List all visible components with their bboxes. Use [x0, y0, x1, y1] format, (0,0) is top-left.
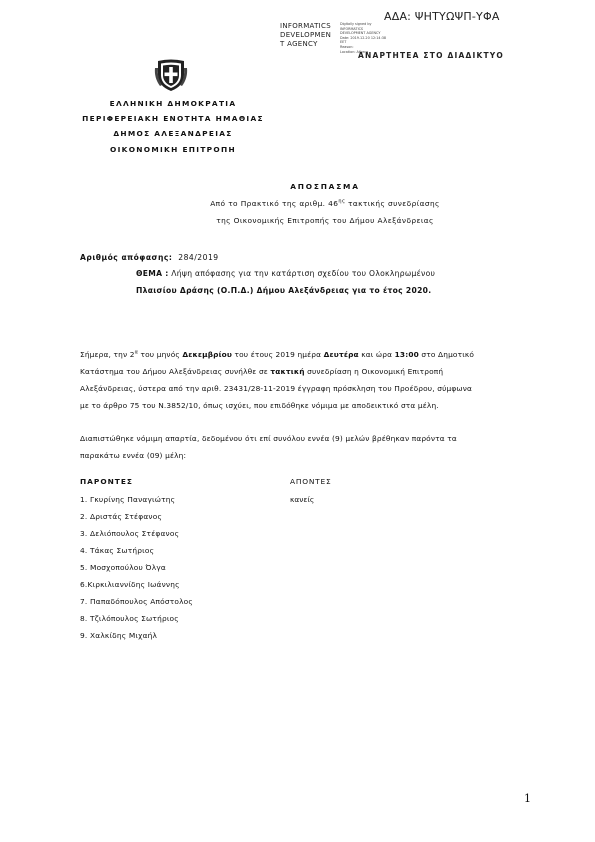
- signature-detail-line: Reason:: [340, 44, 354, 49]
- meeting-time: 13:00: [394, 350, 419, 359]
- ada-code: ΑΔΑ: ΨΗΤΥΩΨΠ-ΥΦΑ: [384, 10, 500, 23]
- decision-number-label: Αριθμός απόφασης:: [80, 253, 173, 262]
- body-line: [80, 350, 474, 359]
- body-text: και ώρα: [358, 350, 395, 359]
- list-item: 7. Παπαδόπουλος Απόστολος: [80, 597, 193, 606]
- signature-detail-line: Date: 2019.12.20 12:14:38: [340, 35, 387, 40]
- decision-theme: [136, 269, 435, 278]
- authority-line: ΕΛΛΗΝΙΚΗ ΔΗΜΟΚΡΑΤΙΑ: [109, 99, 237, 108]
- list-item: 1. Γκυρίνης Παναγιώτης: [80, 495, 176, 504]
- signature-detail-line: DEVELOPMENT AGENCY: [340, 31, 381, 36]
- extract-subtitle: της Οικονομικής Επιτροπής του Δήμου Αλεξάνδρειας: [216, 216, 434, 225]
- meeting-month: Δεκεμβρίου: [182, 350, 233, 359]
- absent-value: κανείς: [290, 495, 315, 504]
- present-members-list: [80, 495, 193, 648]
- list-item: 6.Κιρκιλιαννίδης Ιωάννης: [80, 580, 180, 589]
- body-line: με το άρθρο 75 του Ν.3852/10, όπως ισχύει, που επιδόθηκε νόμιμα με αποδεικτικό στα μέλη.: [80, 401, 439, 410]
- signature-detail-line: INFORMATICS: [340, 26, 364, 31]
- list-item: 9. Χαλκίδης Μιχαήλ: [80, 631, 158, 640]
- present-header: ΠΑΡΟΝΤΕΣ: [80, 477, 133, 486]
- list-item: 8. Τζιλόπουλος Σωτήριος: [80, 614, 179, 623]
- page-number: 1: [524, 792, 531, 805]
- body-text: του έτους 2019 ημέρα: [232, 350, 324, 359]
- authority-line: ΠΕΡΙΦΕΡΕΙΑΚΗ ΕΝΟΤΗΤΑ ΗΜΑΘΙΑΣ: [82, 114, 264, 123]
- body-text: του μηνός: [138, 350, 183, 359]
- signature-org-line: T AGENCY: [280, 40, 318, 48]
- signature-detail-line: Location: Athens: [340, 49, 369, 54]
- digital-signature-details: [340, 22, 386, 54]
- decision-number-value: 284/2019: [178, 253, 219, 262]
- list-item: 3. Δελιόπουλος Στέφανος: [80, 529, 180, 538]
- body-line: [80, 367, 443, 376]
- body-line: παρακάτω εννέα (09) μέλη:: [80, 451, 187, 460]
- extract-subtitle: [0, 199, 595, 208]
- meeting-type: τακτική: [270, 367, 305, 376]
- decision-number: [80, 253, 219, 262]
- subtitle-text: Από το Πρακτικό της αριθμ. 46: [210, 199, 339, 208]
- decision-theme-continued: Πλαισίου Δράσης (Ο.Π.Δ.) Δήμου Αλεξάνδρειας για το έτος 2020.: [136, 286, 432, 295]
- theme-text: Λήψη απόφασης για την κατάρτιση σχεδίου του Ολοκληρωμένου: [171, 269, 436, 278]
- absent-header: ΑΠΟΝΤΕΣ: [290, 477, 332, 486]
- body-line: Διαπιστώθηκε νόμιμη απαρτία, δεδομένου ότι επί συνόλου εννέα (9) μελών βρέθηκαν παρόντα τα: [80, 434, 457, 443]
- subtitle-text: τακτικής συνεδρίασης: [345, 199, 440, 208]
- list-item: 5. Μοσχοπούλου Όλγα: [80, 563, 166, 572]
- extract-title: ΑΠΟΣΠΑΣΜΑ: [290, 182, 360, 191]
- signature-detail-line: EET: [340, 40, 347, 45]
- posted-online-notice: ΑΝΑΡΤΗΤΕΑ ΣΤΟ ΔΙΑΔΙΚΤΥΟ: [358, 51, 504, 60]
- list-item: 2. Δριστάς Στέφανος: [80, 512, 162, 521]
- signature-org-line: INFORMATICS: [280, 22, 331, 30]
- body-text: συνεδρίαση η Οικονομική Επιτροπή: [304, 367, 444, 376]
- ordinal-suffix: ης: [338, 198, 346, 205]
- authority-line: ΔΗΜΟΣ ΑΛΕΞΑΝΔΡΕΙΑΣ: [113, 129, 233, 138]
- authority-line: ΟΙΚΟΝΟΜΙΚΗ ΕΠΙΤΡΟΠΗ: [110, 145, 236, 154]
- ordinal-suffix: α: [134, 349, 139, 356]
- theme-label: ΘΕΜΑ :: [136, 269, 169, 278]
- signature-org-line: DEVELOPMEN: [280, 31, 332, 39]
- greek-coat-of-arms-icon: [154, 58, 188, 92]
- body-text: στο Δημοτικό: [418, 350, 475, 359]
- list-item: 4. Τάκας Σωτήριος: [80, 546, 155, 555]
- body-line: Αλεξάνδρειας, ύστερα από την αριθ. 23431/28-11-2019 έγγραφη πρόσκληση του Προέδρου, σύμφωνα: [80, 384, 473, 393]
- body-text: Κατάστημα του Δήμου Αλεξάνδρειας συνήλθε σε: [80, 367, 271, 376]
- signature-organization: [280, 22, 331, 49]
- meeting-day: Δευτέρα: [323, 350, 359, 359]
- body-text: Σήμερα, την 2: [80, 350, 135, 359]
- signature-detail-line: Digitally signed by: [340, 22, 372, 26]
